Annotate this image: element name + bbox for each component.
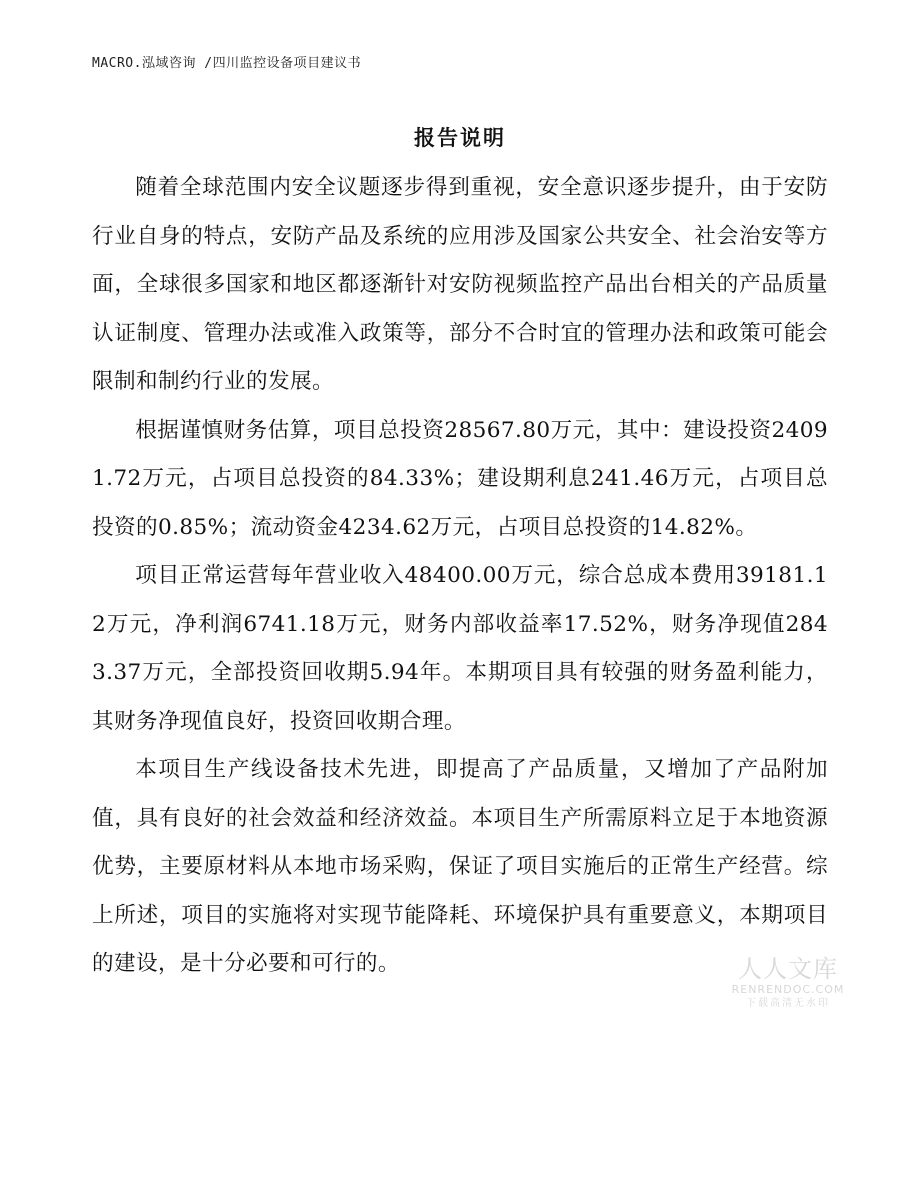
paragraph-conclusion: 本项目生产线设备技术先进，即提高了产品质量，又增加了产品附加值，具有良好的社会效益和经济效益。本项目生产所需原料立足于本地资源优势，主要原材料从本地市场采购，保证了项目实施后的正常生产经营。综上所述，项目的实施将对实现节能降耗、环境保护具有重要意义，本期项目的建设，是十分必要和可行的。 <box>92 757 828 976</box>
watermark-domain-text: RENRENDOC.COM <box>731 983 845 996</box>
paragraph-investment: 根据谨慎财务估算，项目总投资28567.80万元，其中：建设投资24091.72万元，占项目总投资的84.33%；建设期利息241.46万元，占项目总投资的0.85%；流动资金4234.62万元，占项目总投资的14.82%。 <box>92 417 828 540</box>
running-header: MACRO.泓域咨询 /四川监控设备项目建议书 <box>92 56 362 71</box>
report-body <box>92 164 828 989</box>
watermark-main-text: 人人文库 <box>738 955 838 983</box>
watermark-tag-text: 下载高清无水印 <box>746 998 830 1009</box>
paragraph-background: 随着全球范围内安全议题逐步得到重视，安全意识逐步提升，由于安防行业自身的特点，安防产品及系统的应用涉及国家公共安全、社会治安等方面，全球很多国家和地区都逐渐针对安防视频监控产品出台相关的产品质量认证制度、管理办法或准入政策等，部分不合时宜的管理办法和政策可能会限制和制约行业的发展。 <box>92 175 828 394</box>
page-title: 报告说明 <box>414 125 506 150</box>
paragraph-financials: 项目正常运营每年营业收入48400.00万元，综合总成本费用39181.12万元，净利润6741.18万元，财务内部收益率17.52%，财务净现值2843.37万元，全部投资回收期5.94年。本期项目具有较强的财务盈利能力，其财务净现值良好，投资回收期合理。 <box>92 563 828 734</box>
